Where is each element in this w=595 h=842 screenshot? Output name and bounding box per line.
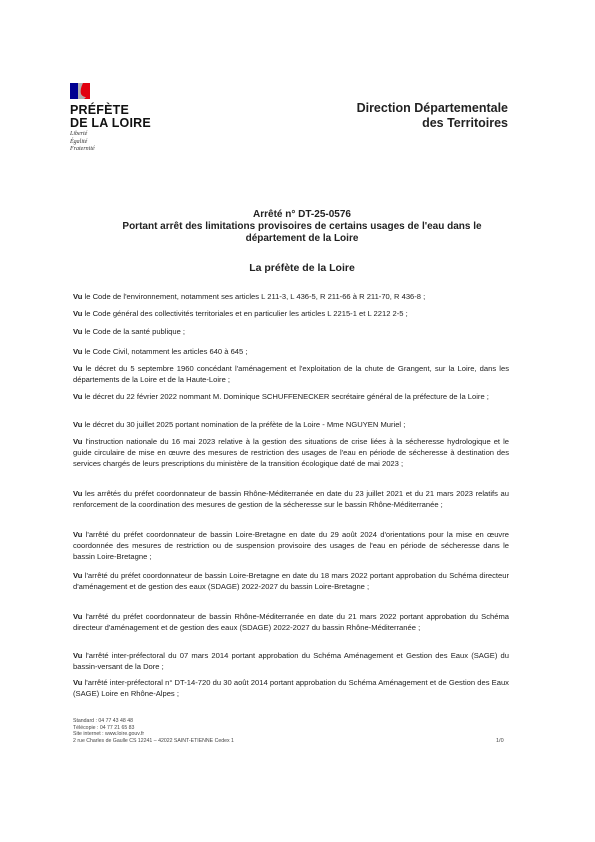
decree-title <box>90 209 514 245</box>
vu-paragraph: Vu le Code de la santé publique ; <box>73 327 186 336</box>
vu-paragraph: Vu l'arrêté du préfet coordonnateur de bassin Rhône-Méditerranée en date du 21 mars 2022 portant approbation du Schéma directeur d'aménagement et de gestion des eaux (SDAGE) 2022-2027 du bassin Rhône-Méditerranée ; <box>73 612 509 632</box>
direction-line-1: Direction Départementale <box>356 101 508 115</box>
vu-paragraph: Vu le décret du 5 septembre 1960 concédant l'aménagement et l'exploitation de la chute de Grangent, sur la Loire, dans les départements de la Loire et de la Haute-Loire ; <box>73 364 509 384</box>
vu-paragraph: Vu l'arrêté du préfet coordonnateur de bassin Loire-Bretagne en date du 18 mars 2022 portant approbation du Schéma directeur d'aménagement et de gestion des eaux (SDAGE) 2022-2027 du bassin Loire-Bretagne ; <box>73 571 509 591</box>
vu-paragraph: Vu le Code général des collectivités territoriales et en particulier les articles L 2215-1 et L 2212 2-5 ; <box>73 309 408 318</box>
vu-paragraph: Vu l'arrêté inter-préfectoral du 07 mars 2014 portant approbation du Schéma Aménagement et Gestion des Eaux (SAGE) du bassin-versant de la Dore ; <box>73 651 509 671</box>
direction-line-2: des Territoires <box>422 116 508 130</box>
footer-contact <box>73 718 234 744</box>
vu-paragraph: Vu le Code Civil, notamment les articles 640 à 645 ; <box>73 347 248 356</box>
prefecture-name <box>70 104 151 130</box>
footer-address: 2 rue Charles de Gaulle CS 12241 – 42022 SAINT-ETIENNE Cedex 1 <box>73 737 234 744</box>
vu-paragraph: Vu l'instruction nationale du 16 mai 2023 relative à la gestion des situations de crise liées à la sécheresse hydrologique et le guide circulaire de mise en œuvre des mesures de restriction des usages de l'eau en période de sécheresse à destination des services chargés de leurs prescriptions du ministère de la transition écologique daté de mai 2023 ; <box>73 437 509 468</box>
prefete-heading: La préfète de la Loire <box>249 262 355 274</box>
vu-paragraph: Vu le décret du 22 février 2022 nommant M. Dominique SCHUFFENECKER secrétaire général de la préfecture de la Loire ; <box>73 392 489 401</box>
motto-fraternite: Fraternité <box>70 146 95 152</box>
vu-paragraph: Vu l'arrêté inter-préfectoral n° DT-14-720 du 30 août 2014 portant approbation du Schéma Aménagement et de Gestion des Eaux (SAGE) Loire en Rhône-Alpes ; <box>73 678 509 698</box>
decree-number: Arrêté n° DT-25-0576 <box>253 209 351 220</box>
footer-website: Site internet : www.loire.gouv.fr <box>73 731 145 738</box>
vu-paragraph: Vu le Code de l'environnement, notamment ses articles L 211-3, L 436-5, R 211-66 à R 211-70, R 436-8 ; <box>73 292 426 301</box>
decree-subject-line-1: Portant arrêt des limitations provisoires de certains usages de l'eau dans le <box>122 221 482 232</box>
page-number: 1/0 <box>496 738 504 744</box>
republic-motto <box>70 131 95 154</box>
motto-liberte: Liberté <box>70 131 88 137</box>
decree-subject-line-2: département de la Loire <box>245 233 359 244</box>
vu-paragraph: Vu le décret du 30 juillet 2025 portant nomination de la préfète de la Loire - Mme NGUYEN Muriel ; <box>73 420 406 429</box>
footer-phone: Standard : 04 77 43 48 48 <box>73 718 133 724</box>
vu-paragraph: Vu les arrêtés du préfet coordonnateur de bassin Rhône-Méditerranée en date du 23 juillet 2021 et du 21 mars 2023 relatifs au renforcement de la coordination des mesures de gestion de la sécheresse sur le bassin Rhône-Méditerranée ; <box>73 489 509 509</box>
marianne-logo <box>70 83 90 99</box>
footer-fax: Télécopie : 04 77 21 65 83 <box>73 724 135 731</box>
org-line-1: PRÉFÈTE <box>70 103 130 117</box>
motto-egalite: Égalité <box>70 138 88 145</box>
org-line-2: DE LA LOIRE <box>70 116 151 130</box>
direction-header <box>357 101 508 131</box>
vu-paragraph: Vu l'arrêté du préfet coordonnateur de bassin Loire-Bretagne en date du 29 août 2024 d'orientations pour la mise en œuvre coordonnée des mesures de restriction ou de suspension provisoire des usages de l'eau en période de sécheresse dans le bassin Loire-Bretagne ; <box>73 530 509 561</box>
